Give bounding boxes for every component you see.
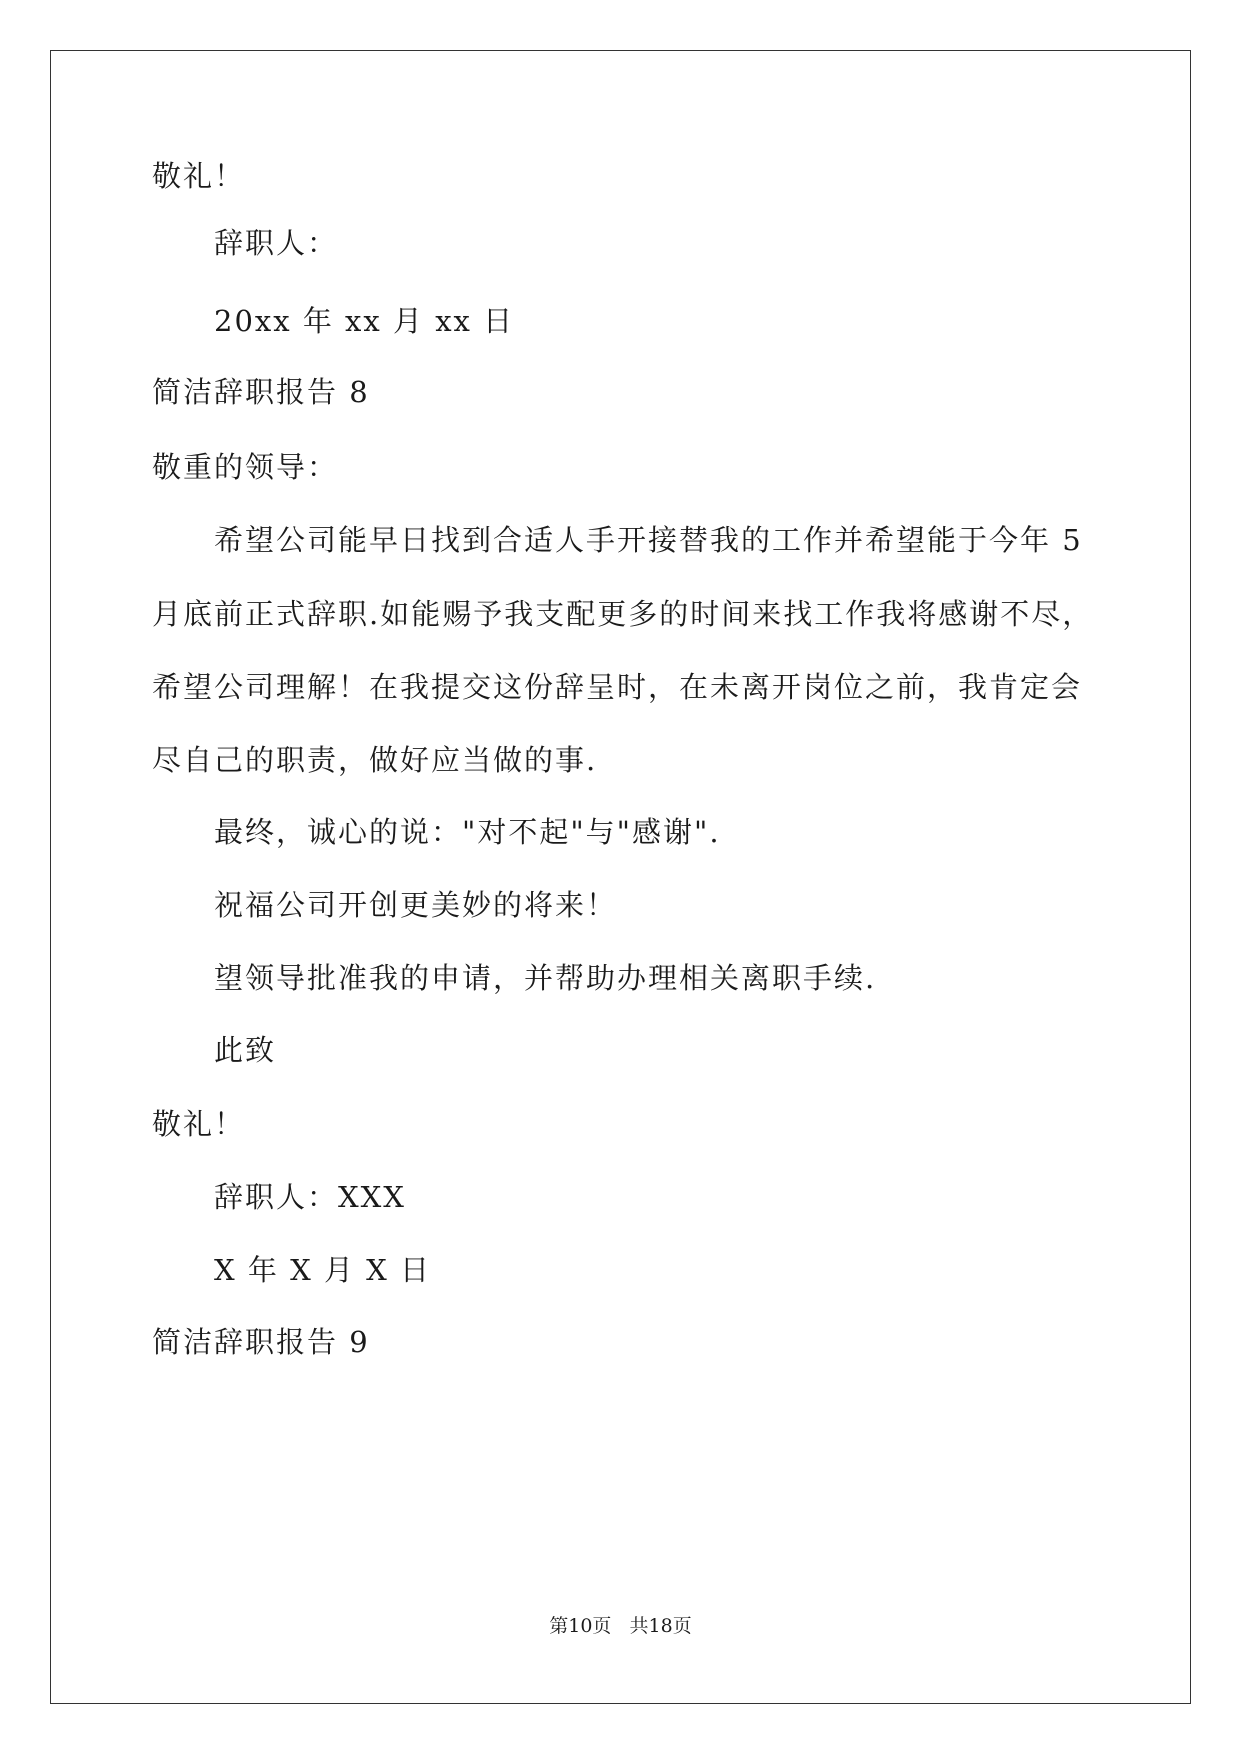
page-number-footer: 第10页 共18页 — [549, 1615, 692, 1637]
paragraph-line: 望领导批准我的申请，并帮助办理相关离职手续. — [214, 961, 877, 995]
paragraph-line: 希望公司能早日找到合适人手开接替我的工作并希望能于今年 5 — [214, 523, 1083, 557]
closing-salutation: 敬礼！ — [152, 159, 246, 193]
resigner-label: 辞职人： — [214, 226, 339, 260]
date-line: 20xx 年 xx 月 xx 日 — [214, 304, 515, 338]
closing-salutation: 敬礼！ — [152, 1107, 246, 1141]
section-heading: 简洁辞职报告 8 — [152, 375, 370, 409]
section-heading: 简洁辞职报告 9 — [152, 1325, 370, 1359]
paragraph-line: 尽自己的职责，做好应当做的事. — [152, 743, 598, 777]
paragraph-line: 希望公司理解！在我提交这份辞呈时，在未离开岗位之前，我肯定会 — [152, 670, 1083, 704]
paragraph-line: 最终，诚心的说："对不起"与"感谢". — [214, 815, 721, 849]
date-line: X 年 X 月 X 日 — [214, 1253, 432, 1287]
closing-phrase: 此致 — [214, 1033, 277, 1067]
resigner-label: 辞职人：XXX — [214, 1180, 406, 1214]
paragraph-line: 祝福公司开创更美妙的将来！ — [214, 888, 618, 922]
greeting: 敬重的领导： — [152, 450, 339, 484]
paragraph-line: 月底前正式辞职.如能赐予我支配更多的时间来找工作我将感谢不尽， — [152, 597, 1094, 631]
page-border — [50, 50, 1191, 1704]
